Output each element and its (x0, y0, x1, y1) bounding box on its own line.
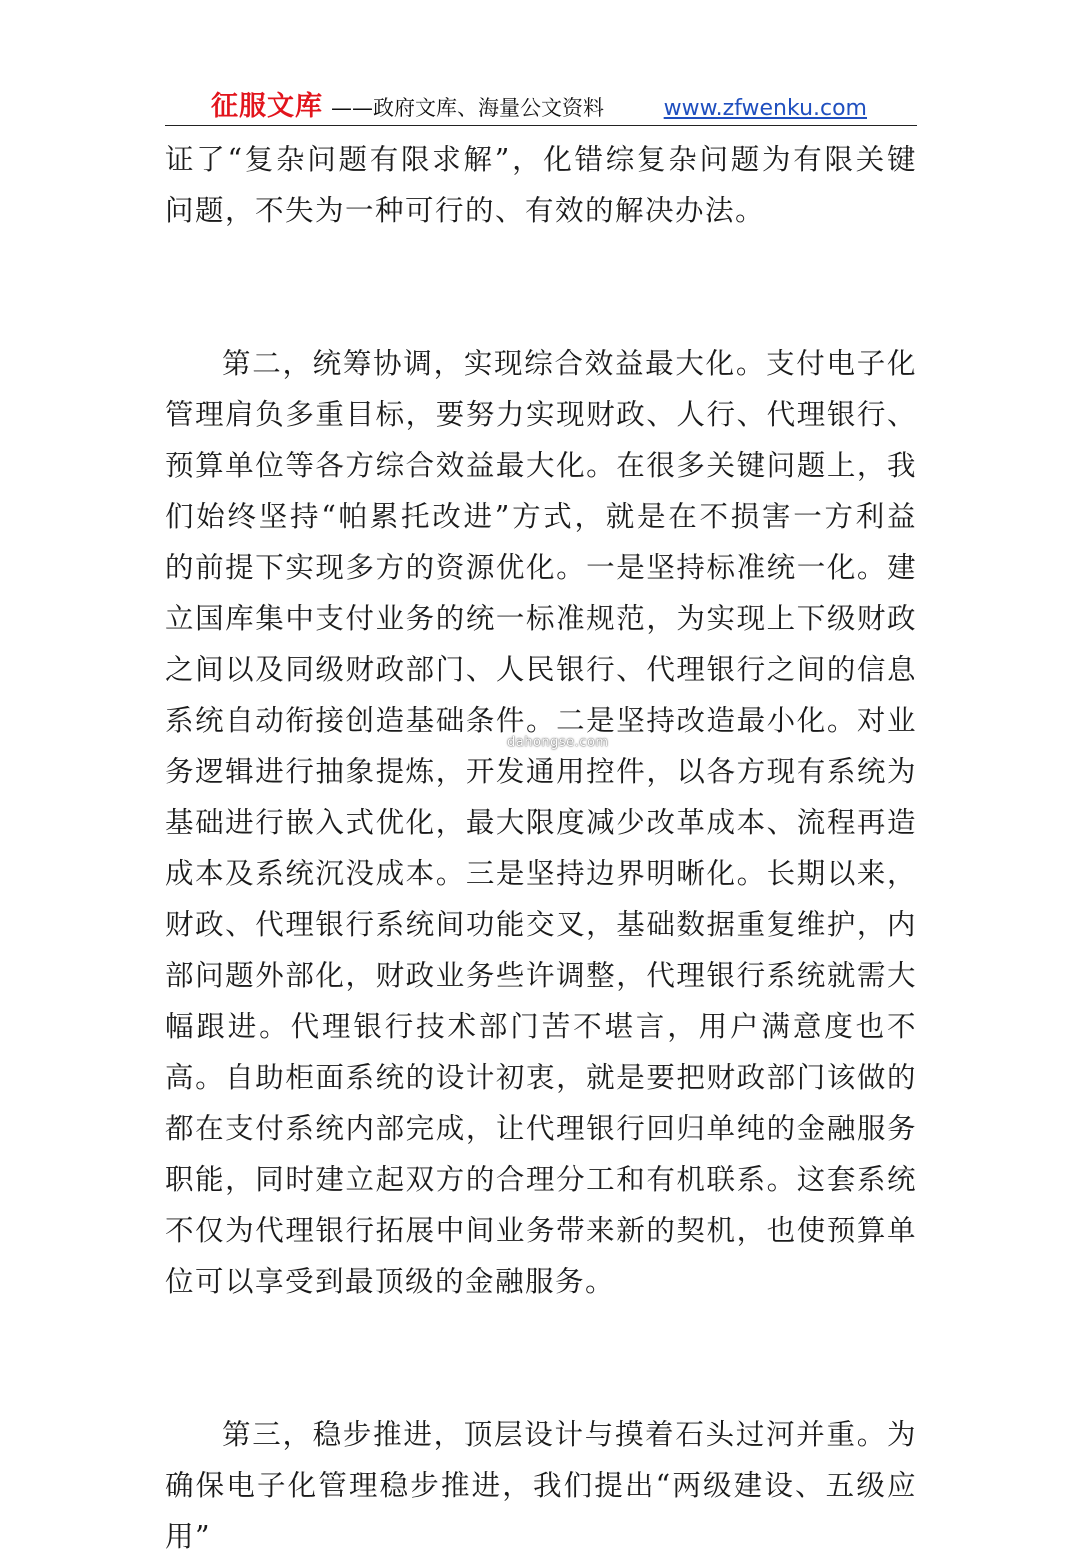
header-divider (165, 125, 917, 126)
header-url-link[interactable]: www.zfwenku.com (663, 96, 867, 121)
paragraph-second-point: 第二，统筹协调，实现综合效益最大化。支付电子化管理肩负多重目标，要努力实现财政、人行、代理银行、预算单位等各方综合效益最大化。在很多关键问题上，我们始终坚持“帕累托改进”方式，就是在不损害一方利益的前提下实现多方的资源优化。一是坚持标准统一化。建立国库集中支付业务的统一标准规范，为实现上下级财政之间以及同级财政部门、人民银行、代理银行之间的信息系统自动衔接创造基础条件。二是坚持改造最小化。对业务逻辑进行抽象提炼，开发通用控件，以各方现有系统为基础进行嵌入式优化，最大限度减少改革成本、流程再造成本及系统沉没成本。三是坚持边界明晰化。长期以来，财政、代理银行系统间功能交叉，基础数据重复维护，内部问题外部化，财政业务些许调整，代理银行系统就需大幅跟进。代理银行技术部门苦不堪言，用户满意度也不高。自助柜面系统的设计初衷，就是要把财政部门该做的都在支付系统内部完成，让代理银行回归单纯的金融服务职能，同时建立起双方的合理分工和有机联系。这套系统不仅为代理银行拓展中间业务带来新的契机，也使预算单位可以享受到最顶级的金融服务。 (165, 347, 917, 1298)
brand-logo-text: 征服文库 (211, 91, 323, 122)
page-header (165, 84, 917, 124)
paragraph-gap (165, 1307, 917, 1409)
paragraph-gap (165, 236, 917, 338)
watermark-text: dahongse.com (507, 735, 609, 750)
document-body (165, 134, 917, 1562)
paragraph-third-point: 第三，稳步推进，顶层设计与摸着石头过河并重。为确保电子化管理稳步推进，我们提出“两级建设、五级应用” (165, 1418, 917, 1553)
header-tagline: ——政府文库、海量公文资料 (331, 96, 604, 120)
paragraph-continued: 证了“复杂问题有限求解”，化错综复杂问题为有限关键问题，不失为一种可行的、有效的解决办法。 (165, 143, 917, 227)
